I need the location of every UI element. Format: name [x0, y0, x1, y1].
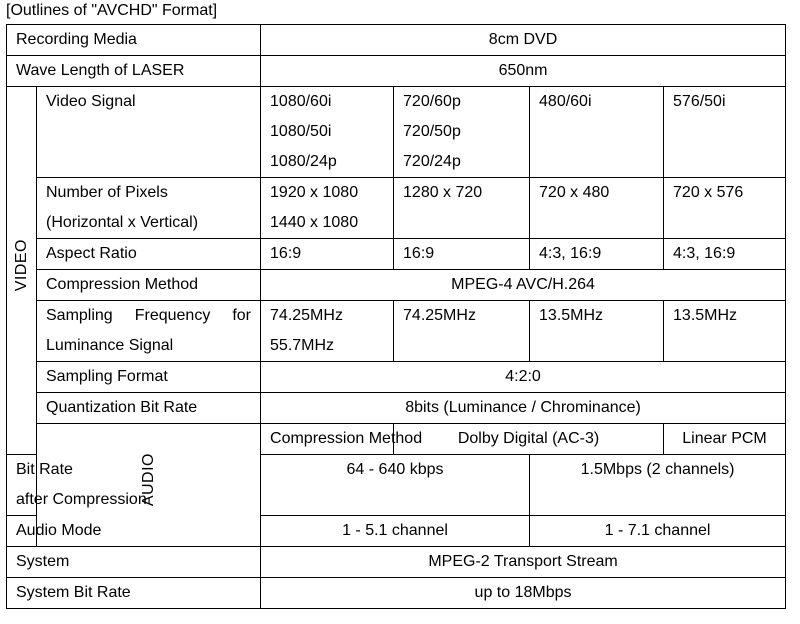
sampling-frequency-col1 [261, 301, 394, 362]
system-bit-rate-label: System Bit Rate [7, 578, 261, 609]
bit-rate-label: Bit Rate [16, 461, 73, 478]
wave-length-label: Wave Length of LASER [7, 56, 261, 87]
video-signal-value: 1080/60i [270, 93, 332, 110]
system-value: MPEG-2 Transport Stream [261, 547, 786, 578]
table-row [7, 56, 786, 87]
video-signal-col3 [530, 87, 664, 178]
video-signal-value: 576/50i [673, 93, 726, 110]
pixels-col3: 720 x 480 [530, 178, 664, 239]
aspect-ratio-label: Aspect Ratio [37, 239, 261, 270]
table-row [7, 362, 786, 393]
aspect-ratio-col4: 4:3, 16:9 [664, 239, 786, 270]
video-compression-label: Compression Method [37, 270, 261, 301]
audio-mode-lpcm: 1 - 7.1 channel [530, 516, 786, 547]
bit-rate-label-sub: after Compression [16, 491, 147, 508]
table-row [7, 25, 786, 56]
video-signal-label: Video Signal [37, 87, 261, 178]
audio-compression-lpcm: Linear PCM [664, 424, 786, 455]
table-row [7, 270, 786, 301]
sampling-frequency-label-cell [37, 301, 261, 362]
sampling-frequency-label-sub: Luminance Signal [46, 337, 174, 354]
pixels-label-sub: (Horizontal x Vertical) [46, 214, 199, 231]
table-row [7, 424, 786, 455]
aspect-ratio-col2: 16:9 [394, 239, 530, 270]
quantization-value: 8bits (Luminance / Chrominance) [261, 393, 786, 424]
bit-rate-dolby: 64 - 640 kbps [261, 455, 530, 516]
system-label: System [7, 547, 261, 578]
audio-section-label: AUDIO [139, 452, 157, 507]
sampling-frequency-label-word: Frequency [134, 307, 211, 324]
bit-rate-label-cell [7, 455, 147, 516]
video-signal-col4 [664, 87, 786, 178]
pixels-value: 1920 x 1080 [270, 184, 359, 201]
sampling-frequency-col2: 74.25MHz [394, 301, 530, 362]
table-row [7, 87, 786, 178]
audio-mode-dolby: 1 - 5.1 channel [261, 516, 530, 547]
system-bit-rate-value: up to 18Mbps [261, 578, 786, 609]
video-signal-value: 480/60i [539, 93, 592, 110]
pixels-col1 [261, 178, 394, 239]
sampling-frequency-label-word: for [232, 307, 251, 324]
video-section-label: VIDEO [12, 238, 30, 292]
table-row [7, 547, 786, 578]
audio-mode-label: Audio Mode [7, 516, 37, 547]
table-row [7, 178, 786, 239]
quantization-label: Quantization Bit Rate [37, 393, 261, 424]
sampling-frequency-label [46, 301, 251, 331]
pixels-value: 1440 x 1080 [270, 214, 359, 231]
audio-compression-dolby: Dolby Digital (AC-3) [394, 424, 664, 455]
bit-rate-lpcm: 1.5Mbps (2 channels) [530, 455, 786, 516]
video-signal-col2 [394, 87, 530, 178]
sampling-format-value: 4:2:0 [261, 362, 786, 393]
recording-media-label: Recording Media [7, 25, 261, 56]
pixels-label: Number of Pixels [46, 184, 168, 201]
wave-length-value: 650nm [261, 56, 786, 87]
video-signal-value: 1080/50i [270, 123, 332, 140]
pixels-label-cell [37, 178, 261, 239]
sampling-frequency-col3: 13.5MHz [530, 301, 664, 362]
video-signal-value: 720/60p [403, 93, 461, 110]
pixels-col4: 720 x 576 [664, 178, 786, 239]
sampling-frequency-value: 55.7MHz [270, 337, 335, 354]
audio-compression-label: Compression Method [261, 424, 394, 455]
video-compression-value: MPEG-4 AVC/H.264 [261, 270, 786, 301]
sampling-frequency-value: 74.25MHz [270, 307, 343, 324]
aspect-ratio-col1: 16:9 [261, 239, 394, 270]
pixels-col2: 1280 x 720 [394, 178, 530, 239]
table-row [7, 393, 786, 424]
video-signal-value: 720/50p [403, 123, 461, 140]
aspect-ratio-col3: 4:3, 16:9 [530, 239, 664, 270]
avchd-spec-table [6, 24, 786, 609]
page-title: [Outlines of "AVCHD" Format] [6, 2, 218, 19]
table-row [7, 239, 786, 270]
sampling-frequency-col4: 13.5MHz [664, 301, 786, 362]
sampling-frequency-label-word: Sampling [46, 307, 113, 324]
video-section-cell [7, 87, 37, 455]
table-row [7, 301, 786, 362]
sampling-format-label: Sampling Format [37, 362, 261, 393]
video-signal-value: 1080/24p [270, 153, 337, 170]
video-signal-value: 720/24p [403, 153, 461, 170]
video-signal-col1 [261, 87, 394, 178]
recording-media-value: 8cm DVD [261, 25, 786, 56]
table-row [7, 578, 786, 609]
